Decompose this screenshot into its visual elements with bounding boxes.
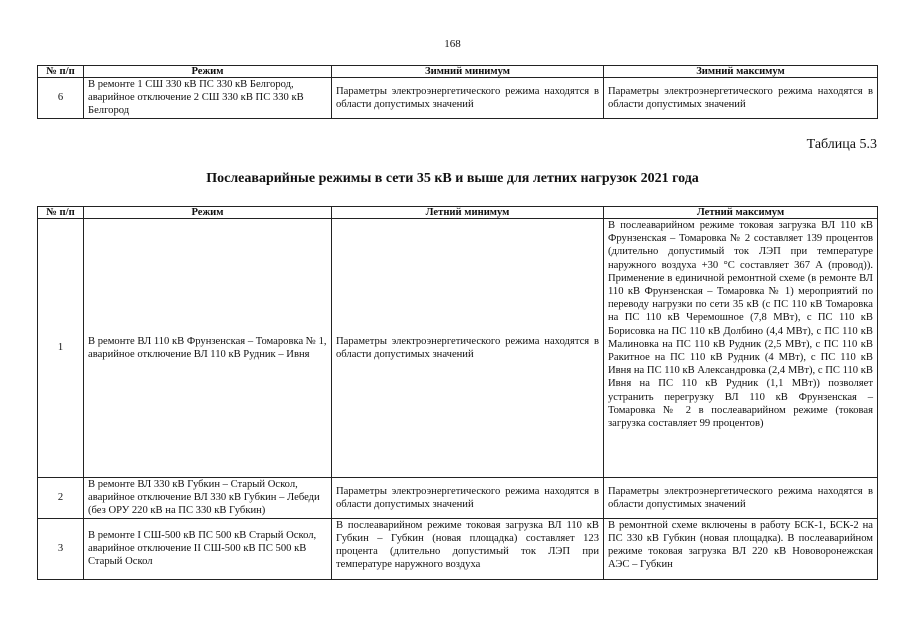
row-num: 1 xyxy=(38,219,84,478)
row-num: 6 xyxy=(38,78,84,119)
header-mode: Режим xyxy=(84,66,332,78)
table-row xyxy=(38,78,878,119)
row-max: Параметры электроэнергетического режима находятся в области допустимых значений xyxy=(604,478,878,519)
header-summer-min: Летний минимум xyxy=(332,207,604,219)
row-num: 3 xyxy=(38,518,84,579)
table-title: Послеаварийные режимы в сети 35 кВ и выше для летних нагрузок 2021 года xyxy=(206,171,699,186)
header-summer-max: Летний максимум xyxy=(604,207,878,219)
table-caption: Таблица 5.3 xyxy=(806,137,877,152)
row-min: В послеаварийном режиме токовая загрузка ВЛ 110 кВ Губкин – Губкин (новая площадка) составляет 123 процента (длительно допустимый ток ЛЭП при температуре наружного воздуха xyxy=(332,518,604,579)
header-mode: Режим xyxy=(84,207,332,219)
row-max: Параметры электроэнергетического режима находятся в области допустимых значений xyxy=(604,78,878,119)
previous-table xyxy=(37,65,878,119)
header-winter-min: Зимний минимум xyxy=(332,66,604,78)
header-num: № п/п xyxy=(38,66,84,78)
row-min: Параметры электроэнергетического режима находятся в области допустимых значений xyxy=(332,219,604,478)
row-mode: В ремонте ВЛ 110 кВ Фрунзенская – Томаровка № 1, аварийное отключение ВЛ 110 кВ Рудник – Ивня xyxy=(84,219,332,478)
table-row xyxy=(38,518,878,579)
row-mode: В ремонте I СШ-500 кВ ПС 500 кВ Старый Оскол, аварийное отключение II СШ-500 кВ ПС 500 кВ Старый Оскол xyxy=(84,518,332,579)
table-row xyxy=(38,219,878,478)
row-max: В ремонтной схеме включены в работу БСК-1, БСК-2 на ПС 330 кВ Губкин (новая площадка). В послеаварийном режиме токовая загрузка ВЛ 220 кВ Нововоронежская АЭС – Губкин xyxy=(604,518,878,579)
main-table-header xyxy=(38,207,878,219)
page-number: 168 xyxy=(444,38,461,50)
row-num: 2 xyxy=(38,478,84,519)
header-winter-max: Зимний максимум xyxy=(604,66,878,78)
row-max: В послеаварийном режиме токовая загрузка ВЛ 110 кВ Фрунзенская – Томаровка № 2 составляет 139 процентов (длительно допустимый ток ЛЭП при температуре наружного воздуха +30 °С составляет 367 А (провод)). Применение в единичной ремонтной схеме (в ремонте ВЛ 110 кВ Фрунзенская – Томаровка № 1) мероприятий по переводу нагрузки по сети 35 кВ (с ПС 110 кВ Томаровка на ПС 110 кВ Черемошное (7,8 МВт), с ПС 110 кВ Борисовка на ПС 110 кВ Долбино (4,4 МВт), с ПС 110 кВ Малиновка на ПС 110 кВ Рудник (2,5 МВт), с ПС 110 кВ Ракитное на ПС 110 кВ Рудник (4 МВт), с ПС 110 кВ Ивня на ПС 110 кВ Александровка (2,4 МВт), с ПС 110 кВ Ивня на ПС 110 кВ Рудник (1,1 МВт)) позволяет устранить перегрузку ВЛ 110 кВ Фрунзенская – Томаровка № 2 в послеаварийном режиме (токовая загрузка составляет 99 процентов) xyxy=(604,219,878,478)
previous-table-header xyxy=(38,66,878,78)
main-table xyxy=(37,206,878,580)
row-mode: В ремонте 1 СШ 330 кВ ПС 330 кВ Белгород, аварийное отключение 2 СШ 330 кВ ПС 330 кВ Белгород xyxy=(84,78,332,119)
table-row xyxy=(38,478,878,519)
header-num: № п/п xyxy=(38,207,84,219)
row-min: Параметры электроэнергетического режима находятся в области допустимых значений xyxy=(332,78,604,119)
row-min: Параметры электроэнергетического режима находятся в области допустимых значений xyxy=(332,478,604,519)
row-mode: В ремонте ВЛ 330 кВ Губкин – Старый Оскол, аварийное отключение ВЛ 330 кВ Губкин – Лебеди (без ОРУ 220 кВ на ПС 330 кВ Губкин) xyxy=(84,478,332,519)
